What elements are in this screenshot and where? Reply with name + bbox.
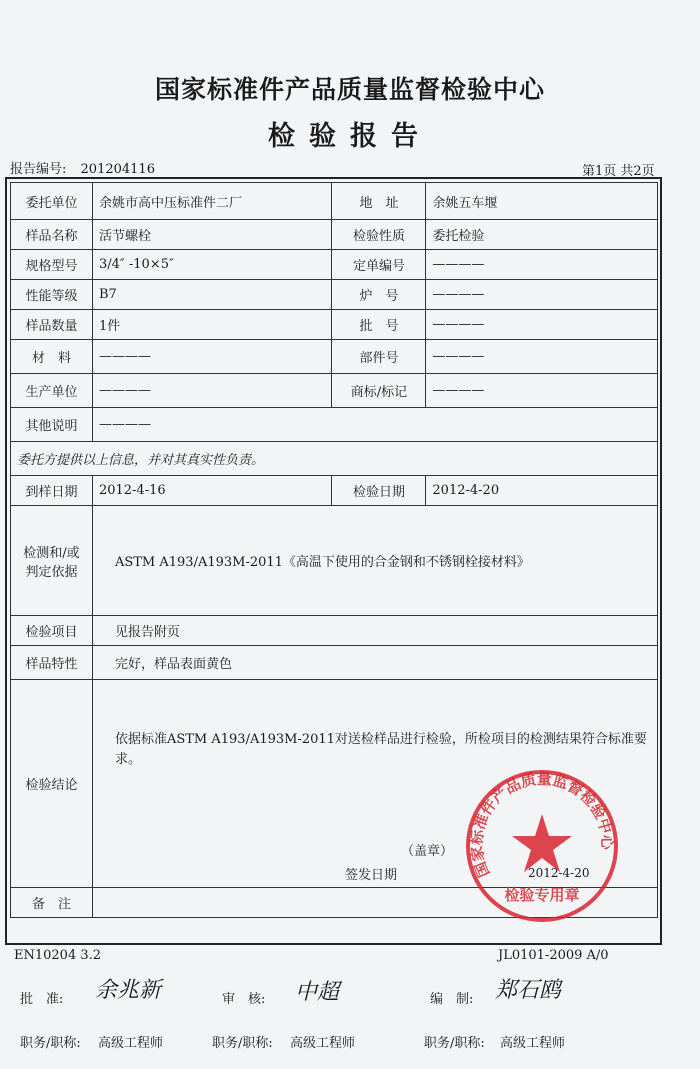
stamp-bottom-text: 检验专用章 (504, 886, 580, 904)
basis-label (11, 506, 93, 616)
trademark-label: 商标/标记 (332, 374, 426, 408)
title-label-2: 职务/职称: (212, 1036, 273, 1051)
spec-label: 规格型号 (11, 250, 93, 280)
arrival-value: 2012-4-16 (92, 476, 332, 506)
part-no-value: ———— (426, 340, 658, 374)
basis-label-line-1: 检测和/或 (23, 545, 80, 561)
sample-name-label: 样品名称 (11, 220, 93, 250)
report-no-value: 201204116 (80, 162, 155, 177)
furnace-value: ———— (426, 280, 658, 310)
title-value-1: 高级工程师 (98, 1036, 164, 1051)
title-value-2: 高级工程师 (290, 1036, 356, 1051)
producer-label: 生产单位 (11, 374, 93, 408)
features-label: 样品特性 (11, 646, 93, 680)
title-label-3: 职务/职称: (424, 1036, 485, 1051)
title-label-1: 职务/职称: (20, 1036, 81, 1051)
inspection-stamp (462, 766, 622, 926)
review-label: 审 核: (222, 992, 266, 1007)
issue-date-label: 签发日期 (344, 868, 397, 883)
review-signature: 中超 (295, 980, 340, 1005)
inspection-type-label: 检验性质 (332, 220, 426, 250)
address-label: 地 址 (332, 183, 426, 220)
grade-value: B7 (92, 280, 332, 310)
basis-label-line-2: 判定依据 (25, 564, 78, 580)
standard-left: EN10204 3.2 (14, 948, 102, 963)
qty-value: 1件 (92, 310, 332, 340)
features-value: 完好，样品表面黄色 (92, 646, 657, 680)
grade-label: 性能等级 (11, 280, 93, 310)
conclusion-text: 依据标准ASTM A193/A193M-2011对送检样品进行检验，所检项目的检测结果符合标准要求。 (114, 732, 647, 767)
sample-name-value: 活节螺栓 (92, 220, 332, 250)
order-no-value: ———— (426, 250, 658, 280)
client-value: 余姚市高中压标准件二厂 (92, 183, 332, 220)
compile-signature: 郑石鸥 (495, 978, 562, 1003)
conclusion-label: 检验结论 (11, 680, 93, 888)
report-number (10, 158, 155, 177)
page-info: 第1页 共2页 (582, 164, 655, 179)
trademark-value: ———— (426, 374, 658, 408)
material-value: ———— (92, 340, 332, 374)
test-date-value: 2012-4-20 (426, 476, 658, 506)
approve-signature: 余兆新 (95, 978, 162, 1003)
other-label: 其他说明 (11, 408, 93, 442)
doc-title: 检验报告 (268, 121, 432, 152)
spec-value: 3/4″ -10×5″ (92, 250, 332, 280)
remarks-label: 备 注 (11, 888, 93, 918)
issue-date-value: 2012-4-20 (527, 866, 590, 880)
seal-note: （盖章） (400, 844, 453, 859)
compile-label: 编 制: (430, 992, 474, 1007)
test-date-label: 检验日期 (332, 476, 426, 506)
other-value: ———— (92, 408, 657, 442)
title-value-3: 高级工程师 (500, 1036, 566, 1051)
batch-label: 批 号 (332, 310, 426, 340)
stamp-star-icon (512, 814, 572, 872)
items-value: 见报告附页 (92, 616, 657, 646)
arrival-label: 到样日期 (11, 476, 93, 506)
inspection-type-value: 委托检验 (426, 220, 658, 250)
client-label: 委托单位 (11, 183, 93, 220)
part-no-label: 部件号 (332, 340, 426, 374)
org-title: 国家标准件产品质量监督检验中心 (154, 75, 545, 104)
basis-value: ASTM A193/A193M-2011《高温下使用的合金钢和不锈钢栓接材料》 (92, 506, 657, 616)
items-label: 检验项目 (11, 616, 93, 646)
stamp-ring-text: 国家标准件产品质量监督检验中心 (467, 769, 617, 880)
producer-value: ———— (92, 374, 332, 408)
approve-label: 批 准: (20, 992, 64, 1007)
standard-right: JL0101-2009 A/0 (498, 948, 609, 963)
batch-value: ———— (426, 310, 658, 340)
order-no-label: 定单编号 (332, 250, 426, 280)
qty-label: 样品数量 (11, 310, 93, 340)
client-note: 委托方提供以上信息，并对其真实性负责。 (11, 442, 658, 476)
material-label: 材 料 (11, 340, 93, 374)
address-value: 余姚五车堰 (426, 183, 658, 220)
furnace-label: 炉 号 (332, 280, 426, 310)
report-no-label: 报告编号: (10, 162, 67, 177)
